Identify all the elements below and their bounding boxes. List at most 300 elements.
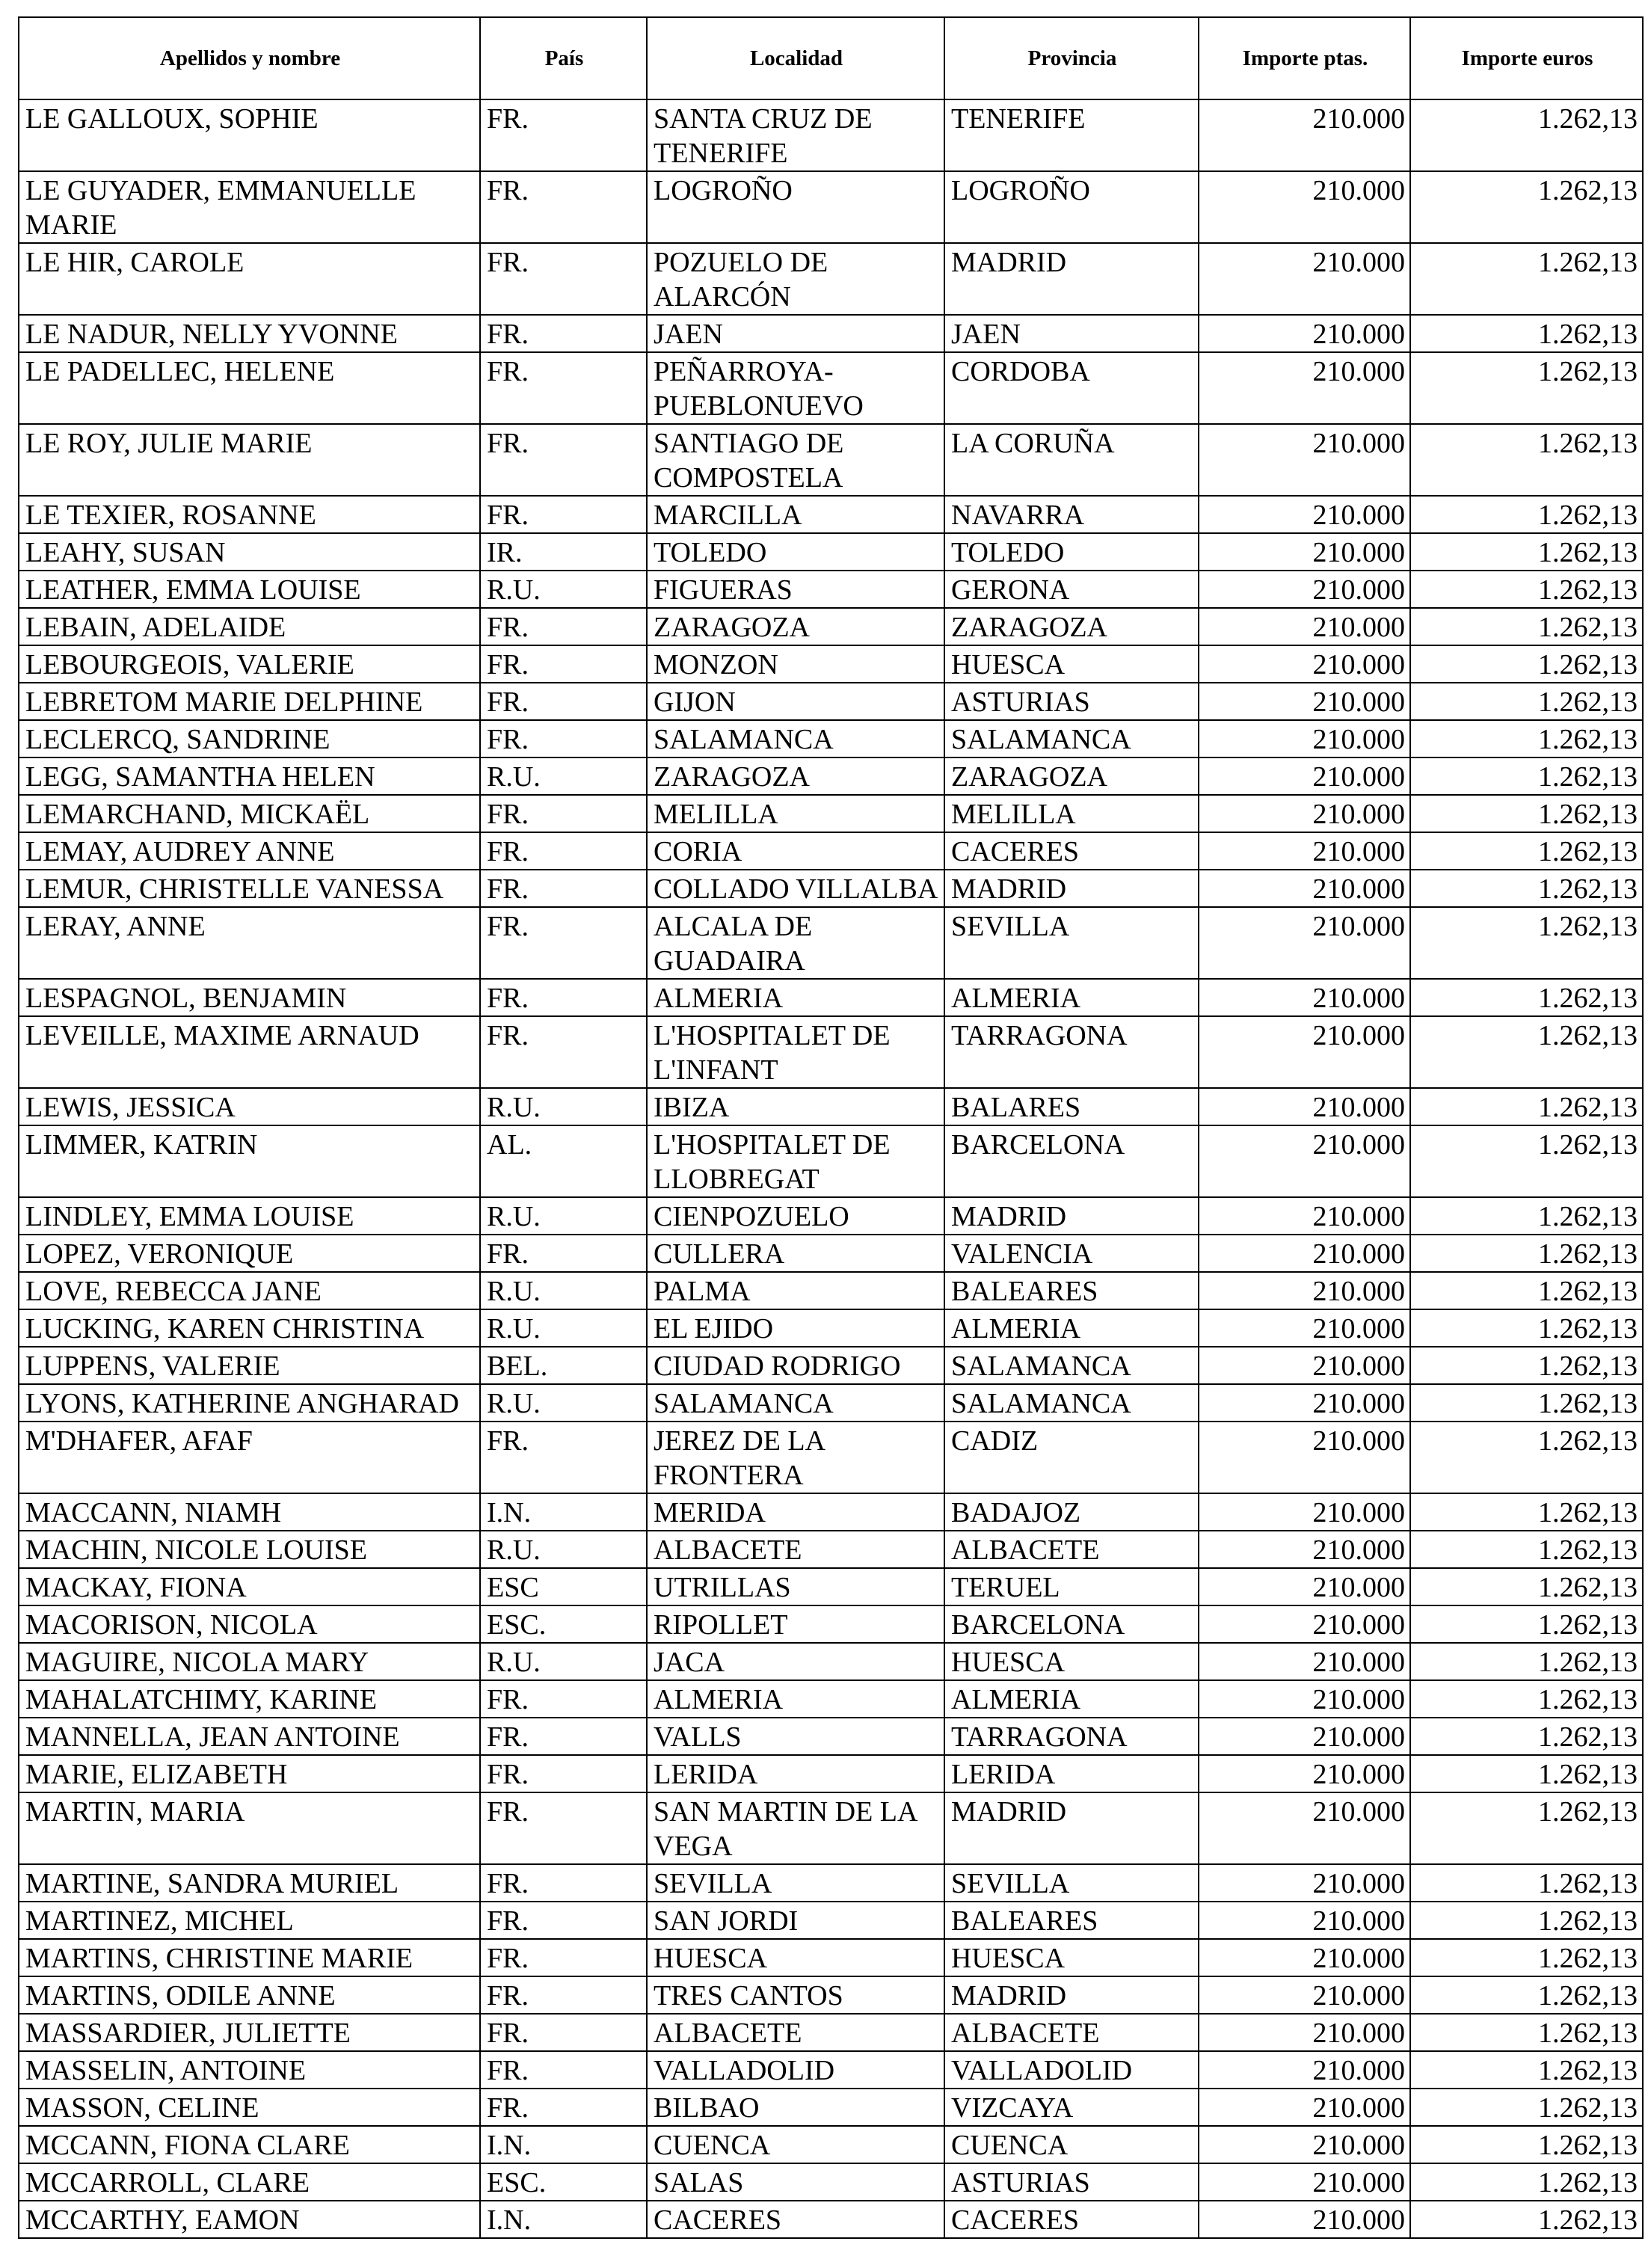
cell-importe-ptas: 210.000: [1199, 1792, 1410, 1864]
table-row: [19, 1605, 1643, 1643]
cell-importe-euros: 1.262,13: [1410, 2126, 1643, 2163]
cell-importe-ptas: 210.000: [1199, 870, 1410, 907]
cell-importe-ptas: 210.000: [1199, 1125, 1410, 1197]
cell-importe-euros: 1.262,13: [1410, 352, 1643, 424]
cell-provincia: SALAMANCA: [944, 720, 1199, 757]
cell-importe-ptas: 210.000: [1199, 2126, 1410, 2163]
cell-pais: FR.: [480, 683, 647, 720]
cell-pais: FR.: [480, 979, 647, 1016]
cell-pais: I.N.: [480, 2126, 647, 2163]
cell-name: LEBRETOM MARIE DELPHINE: [19, 683, 480, 720]
cell-localidad: TOLEDO: [647, 533, 944, 571]
cell-localidad: SANTA CRUZ DE TENERIFE: [647, 99, 944, 171]
cell-localidad: CULLERA: [647, 1235, 944, 1272]
cell-localidad: IBIZA: [647, 1088, 944, 1125]
cell-localidad: SALAMANCA: [647, 1384, 944, 1422]
cell-importe-euros: 1.262,13: [1410, 683, 1643, 720]
cell-provincia: LOGROÑO: [944, 171, 1199, 243]
cell-pais: FR.: [480, 171, 647, 243]
cell-pais: FR.: [480, 907, 647, 979]
cell-localidad: CACERES: [647, 2201, 944, 2238]
cell-provincia: CACERES: [944, 2201, 1199, 2238]
cell-localidad: LERIDA: [647, 1755, 944, 1792]
cell-localidad: VALLADOLID: [647, 2051, 944, 2089]
cell-localidad: TRES CANTOS: [647, 1976, 944, 2014]
table-row: [19, 1755, 1643, 1792]
cell-importe-euros: 1.262,13: [1410, 720, 1643, 757]
cell-provincia: MELILLA: [944, 795, 1199, 832]
cell-importe-ptas: 210.000: [1199, 1643, 1410, 1680]
cell-importe-ptas: 210.000: [1199, 171, 1410, 243]
cell-importe-ptas: 210.000: [1199, 2201, 1410, 2238]
cell-importe-ptas: 210.000: [1199, 1493, 1410, 1531]
cell-provincia: HUESCA: [944, 1643, 1199, 1680]
table-row: [19, 2089, 1643, 2126]
cell-provincia: ASTURIAS: [944, 683, 1199, 720]
cell-pais: R.U.: [480, 1384, 647, 1422]
cell-importe-euros: 1.262,13: [1410, 1347, 1643, 1384]
cell-provincia: SALAMANCA: [944, 1384, 1199, 1422]
cell-importe-ptas: 210.000: [1199, 1197, 1410, 1235]
cell-localidad: MARCILLA: [647, 496, 944, 533]
cell-provincia: ZARAGOZA: [944, 757, 1199, 795]
cell-importe-euros: 1.262,13: [1410, 1422, 1643, 1493]
cell-importe-ptas: 210.000: [1199, 907, 1410, 979]
cell-name: LEBAIN, ADELAIDE: [19, 608, 480, 645]
cell-name: LESPAGNOL, BENJAMIN: [19, 979, 480, 1016]
cell-importe-euros: 1.262,13: [1410, 1384, 1643, 1422]
table-row: [19, 2201, 1643, 2238]
table-row: [19, 496, 1643, 533]
cell-localidad: ALMERIA: [647, 1680, 944, 1718]
cell-importe-euros: 1.262,13: [1410, 243, 1643, 315]
cell-localidad: ZARAGOZA: [647, 757, 944, 795]
table-row: [19, 571, 1643, 608]
cell-pais: ESC.: [480, 2163, 647, 2201]
cell-provincia: ALBACETE: [944, 2014, 1199, 2051]
cell-name: LE NADUR, NELLY YVONNE: [19, 315, 480, 352]
cell-provincia: MADRID: [944, 870, 1199, 907]
table-row: [19, 870, 1643, 907]
cell-name: M'DHAFER, AFAF: [19, 1422, 480, 1493]
cell-provincia: TENERIFE: [944, 99, 1199, 171]
table-row: [19, 1568, 1643, 1605]
cell-localidad: SALAS: [647, 2163, 944, 2201]
table-row: [19, 1939, 1643, 1976]
cell-name: LEGG, SAMANTHA HELEN: [19, 757, 480, 795]
cell-localidad: LOGROÑO: [647, 171, 944, 243]
cell-importe-ptas: 210.000: [1199, 1088, 1410, 1125]
cell-localidad: SAN JORDI: [647, 1902, 944, 1939]
table-row: [19, 1976, 1643, 2014]
cell-importe-euros: 1.262,13: [1410, 1531, 1643, 1568]
cell-name: MASSELIN, ANTOINE: [19, 2051, 480, 2089]
cell-provincia: BALEARES: [944, 1902, 1199, 1939]
cell-importe-ptas: 210.000: [1199, 1309, 1410, 1347]
cell-importe-euros: 1.262,13: [1410, 2201, 1643, 2238]
cell-name: MACCANN, NIAMH: [19, 1493, 480, 1531]
cell-importe-euros: 1.262,13: [1410, 2051, 1643, 2089]
cell-pais: FR.: [480, 2014, 647, 2051]
cell-name: MCCARROLL, CLARE: [19, 2163, 480, 2201]
cell-provincia: TARRAGONA: [944, 1016, 1199, 1088]
cell-name: LEMUR, CHRISTELLE VANESSA: [19, 870, 480, 907]
cell-name: MACORISON, NICOLA: [19, 1605, 480, 1643]
table-row: [19, 1902, 1643, 1939]
cell-name: LUPPENS, VALERIE: [19, 1347, 480, 1384]
cell-name: LE PADELLEC, HELENE: [19, 352, 480, 424]
cell-name: LECLERCQ, SANDRINE: [19, 720, 480, 757]
cell-name: LE ROY, JULIE MARIE: [19, 424, 480, 496]
cell-provincia: TERUEL: [944, 1568, 1199, 1605]
table-row: [19, 1643, 1643, 1680]
cell-pais: FR.: [480, 1680, 647, 1718]
cell-localidad: RIPOLLET: [647, 1605, 944, 1643]
cell-localidad: PEÑARROYA-PUEBLONUEVO: [647, 352, 944, 424]
table-row: [19, 533, 1643, 571]
cell-importe-euros: 1.262,13: [1410, 1864, 1643, 1902]
cell-name: LEBOURGEOIS, VALERIE: [19, 645, 480, 683]
cell-pais: I.N.: [480, 1493, 647, 1531]
cell-importe-euros: 1.262,13: [1410, 1309, 1643, 1347]
cell-provincia: SEVILLA: [944, 907, 1199, 979]
cell-importe-euros: 1.262,13: [1410, 1493, 1643, 1531]
table-row: [19, 1235, 1643, 1272]
cell-importe-ptas: 210.000: [1199, 243, 1410, 315]
cell-pais: FR.: [480, 645, 647, 683]
table-row: [19, 352, 1643, 424]
cell-pais: R.U.: [480, 1088, 647, 1125]
table-row: [19, 1125, 1643, 1197]
cell-importe-euros: 1.262,13: [1410, 424, 1643, 496]
table-row: [19, 795, 1643, 832]
table-header: [19, 17, 1643, 99]
cell-name: MACKAY, FIONA: [19, 1568, 480, 1605]
table-row: [19, 1197, 1643, 1235]
cell-provincia: VIZCAYA: [944, 2089, 1199, 2126]
cell-importe-euros: 1.262,13: [1410, 608, 1643, 645]
cell-provincia: HUESCA: [944, 645, 1199, 683]
cell-name: LOPEZ, VERONIQUE: [19, 1235, 480, 1272]
table-row: [19, 1272, 1643, 1309]
cell-pais: R.U.: [480, 1531, 647, 1568]
cell-provincia: MADRID: [944, 1792, 1199, 1864]
cell-pais: FR.: [480, 424, 647, 496]
table-row: [19, 645, 1643, 683]
cell-name: LERAY, ANNE: [19, 907, 480, 979]
table-row: [19, 424, 1643, 496]
cell-importe-ptas: 210.000: [1199, 1347, 1410, 1384]
cell-pais: FR.: [480, 243, 647, 315]
cell-provincia: BALARES: [944, 1088, 1199, 1125]
cell-importe-ptas: 210.000: [1199, 795, 1410, 832]
cell-importe-euros: 1.262,13: [1410, 1568, 1643, 1605]
table-row: [19, 315, 1643, 352]
cell-name: LEWIS, JESSICA: [19, 1088, 480, 1125]
cell-importe-ptas: 210.000: [1199, 1939, 1410, 1976]
cell-name: MAGUIRE, NICOLA MARY: [19, 1643, 480, 1680]
cell-localidad: EL EJIDO: [647, 1309, 944, 1347]
cell-provincia: MADRID: [944, 243, 1199, 315]
cell-provincia: ASTURIAS: [944, 2163, 1199, 2201]
cell-pais: AL.: [480, 1125, 647, 1197]
cell-pais: R.U.: [480, 1309, 647, 1347]
cell-importe-ptas: 210.000: [1199, 1902, 1410, 1939]
cell-name: MANNELLA, JEAN ANTOINE: [19, 1718, 480, 1755]
cell-importe-euros: 1.262,13: [1410, 1718, 1643, 1755]
cell-importe-euros: 1.262,13: [1410, 1902, 1643, 1939]
cell-pais: FR.: [480, 1902, 647, 1939]
cell-name: MAHALATCHIMY, KARINE: [19, 1680, 480, 1718]
cell-importe-euros: 1.262,13: [1410, 832, 1643, 870]
cell-localidad: BILBAO: [647, 2089, 944, 2126]
table-row: [19, 832, 1643, 870]
cell-pais: FR.: [480, 608, 647, 645]
cell-importe-ptas: 210.000: [1199, 1864, 1410, 1902]
cell-pais: R.U.: [480, 1643, 647, 1680]
table-row: [19, 1792, 1643, 1864]
cell-pais: R.U.: [480, 1272, 647, 1309]
cell-name: LUCKING, KAREN CHRISTINA: [19, 1309, 480, 1347]
cell-importe-euros: 1.262,13: [1410, 533, 1643, 571]
table-row: [19, 171, 1643, 243]
cell-provincia: VALLADOLID: [944, 2051, 1199, 2089]
cell-pais: BEL.: [480, 1347, 647, 1384]
cell-pais: R.U.: [480, 571, 647, 608]
cell-pais: FR.: [480, 2051, 647, 2089]
cell-name: LE GUYADER, EMMANUELLE MARIE: [19, 171, 480, 243]
table-row: [19, 1016, 1643, 1088]
table-row: [19, 1864, 1643, 1902]
cell-provincia: LA CORUÑA: [944, 424, 1199, 496]
cell-provincia: ALMERIA: [944, 1680, 1199, 1718]
cell-localidad: FIGUERAS: [647, 571, 944, 608]
cell-importe-ptas: 210.000: [1199, 1272, 1410, 1309]
cell-pais: FR.: [480, 1976, 647, 2014]
cell-name: MARTINEZ, MICHEL: [19, 1902, 480, 1939]
cell-importe-ptas: 210.000: [1199, 832, 1410, 870]
cell-provincia: BARCELONA: [944, 1605, 1199, 1643]
cell-localidad: ALBACETE: [647, 1531, 944, 1568]
cell-localidad: MELILLA: [647, 795, 944, 832]
table-row: [19, 979, 1643, 1016]
cell-localidad: CIUDAD RODRIGO: [647, 1347, 944, 1384]
cell-importe-euros: 1.262,13: [1410, 1088, 1643, 1125]
table-row: [19, 99, 1643, 171]
header-name: Apellidos y nombre: [19, 17, 480, 99]
cell-localidad: PALMA: [647, 1272, 944, 1309]
table-row: [19, 1680, 1643, 1718]
cell-importe-ptas: 210.000: [1199, 571, 1410, 608]
cell-localidad: POZUELO DE ALARCÓN: [647, 243, 944, 315]
cell-provincia: TARRAGONA: [944, 1718, 1199, 1755]
cell-provincia: HUESCA: [944, 1939, 1199, 1976]
cell-name: MARIE, ELIZABETH: [19, 1755, 480, 1792]
cell-importe-euros: 1.262,13: [1410, 979, 1643, 1016]
cell-importe-euros: 1.262,13: [1410, 1939, 1643, 1976]
cell-importe-ptas: 210.000: [1199, 1531, 1410, 1568]
cell-localidad: L'HOSPITALET DE LLOBREGAT: [647, 1125, 944, 1197]
cell-pais: FR.: [480, 1864, 647, 1902]
cell-pais: FR.: [480, 832, 647, 870]
cell-importe-euros: 1.262,13: [1410, 1680, 1643, 1718]
cell-importe-ptas: 210.000: [1199, 424, 1410, 496]
cell-pais: FR.: [480, 1718, 647, 1755]
cell-pais: FR.: [480, 496, 647, 533]
cell-importe-euros: 1.262,13: [1410, 2163, 1643, 2201]
cell-pais: R.U.: [480, 1197, 647, 1235]
cell-localidad: ALCALA DE GUADAIRA: [647, 907, 944, 979]
cell-pais: FR.: [480, 1755, 647, 1792]
header-pais: País: [480, 17, 647, 99]
cell-pais: FR.: [480, 2089, 647, 2126]
cell-provincia: VALENCIA: [944, 1235, 1199, 1272]
cell-importe-euros: 1.262,13: [1410, 496, 1643, 533]
cell-importe-euros: 1.262,13: [1410, 171, 1643, 243]
cell-localidad: ALMERIA: [647, 979, 944, 1016]
cell-provincia: ZARAGOZA: [944, 608, 1199, 645]
table-row: [19, 608, 1643, 645]
cell-name: LEMAY, AUDREY ANNE: [19, 832, 480, 870]
cell-pais: FR.: [480, 795, 647, 832]
cell-provincia: ALMERIA: [944, 979, 1199, 1016]
cell-provincia: CORDOBA: [944, 352, 1199, 424]
cell-importe-euros: 1.262,13: [1410, 315, 1643, 352]
table-body: [19, 99, 1643, 2238]
cell-provincia: CADIZ: [944, 1422, 1199, 1493]
cell-localidad: VALLS: [647, 1718, 944, 1755]
header-provincia: Provincia: [944, 17, 1199, 99]
table-row: [19, 2051, 1643, 2089]
cell-importe-ptas: 210.000: [1199, 1976, 1410, 2014]
cell-importe-euros: 1.262,13: [1410, 99, 1643, 171]
cell-name: LOVE, REBECCA JANE: [19, 1272, 480, 1309]
table-row: [19, 757, 1643, 795]
cell-name: MASSON, CELINE: [19, 2089, 480, 2126]
cell-name: MACHIN, NICOLE LOUISE: [19, 1531, 480, 1568]
cell-pais: R.U.: [480, 757, 647, 795]
cell-name: LEVEILLE, MAXIME ARNAUD: [19, 1016, 480, 1088]
cell-importe-ptas: 210.000: [1199, 645, 1410, 683]
cell-importe-euros: 1.262,13: [1410, 1755, 1643, 1792]
cell-pais: FR.: [480, 1016, 647, 1088]
cell-pais: FR.: [480, 720, 647, 757]
cell-importe-ptas: 210.000: [1199, 1680, 1410, 1718]
cell-provincia: CACERES: [944, 832, 1199, 870]
cell-importe-ptas: 210.000: [1199, 1605, 1410, 1643]
cell-localidad: JAEN: [647, 315, 944, 352]
cell-localidad: CUENCA: [647, 2126, 944, 2163]
cell-pais: FR.: [480, 99, 647, 171]
table-row: [19, 1493, 1643, 1531]
cell-pais: ESC: [480, 1568, 647, 1605]
cell-importe-ptas: 210.000: [1199, 2051, 1410, 2089]
cell-name: MCCARTHY, EAMON: [19, 2201, 480, 2238]
cell-provincia: MADRID: [944, 1197, 1199, 1235]
cell-name: LYONS, KATHERINE ANGHARAD: [19, 1384, 480, 1422]
cell-importe-euros: 1.262,13: [1410, 2014, 1643, 2051]
cell-provincia: ALMERIA: [944, 1309, 1199, 1347]
cell-name: MCCANN, FIONA CLARE: [19, 2126, 480, 2163]
cell-importe-euros: 1.262,13: [1410, 870, 1643, 907]
cell-localidad: CORIA: [647, 832, 944, 870]
cell-provincia: BARCELONA: [944, 1125, 1199, 1197]
cell-importe-euros: 1.262,13: [1410, 1605, 1643, 1643]
table-row: [19, 907, 1643, 979]
cell-name: MARTINE, SANDRA MURIEL: [19, 1864, 480, 1902]
cell-importe-ptas: 210.000: [1199, 1422, 1410, 1493]
cell-localidad: MERIDA: [647, 1493, 944, 1531]
table-row: [19, 1422, 1643, 1493]
table-row: [19, 1531, 1643, 1568]
cell-importe-ptas: 210.000: [1199, 2089, 1410, 2126]
cell-name: LE TEXIER, ROSANNE: [19, 496, 480, 533]
cell-importe-ptas: 210.000: [1199, 352, 1410, 424]
header-row: [19, 17, 1643, 99]
cell-localidad: CIENPOZUELO: [647, 1197, 944, 1235]
cell-localidad: ZARAGOZA: [647, 608, 944, 645]
cell-importe-euros: 1.262,13: [1410, 1125, 1643, 1197]
cell-provincia: SEVILLA: [944, 1864, 1199, 1902]
header-localidad: Localidad: [647, 17, 944, 99]
cell-provincia: CUENCA: [944, 2126, 1199, 2163]
cell-importe-euros: 1.262,13: [1410, 571, 1643, 608]
cell-importe-ptas: 210.000: [1199, 757, 1410, 795]
cell-importe-ptas: 210.000: [1199, 1718, 1410, 1755]
cell-localidad: GIJON: [647, 683, 944, 720]
cell-importe-ptas: 210.000: [1199, 315, 1410, 352]
cell-importe-euros: 1.262,13: [1410, 907, 1643, 979]
cell-pais: FR.: [480, 1792, 647, 1864]
cell-importe-ptas: 210.000: [1199, 1384, 1410, 1422]
cell-importe-euros: 1.262,13: [1410, 1016, 1643, 1088]
cell-importe-ptas: 210.000: [1199, 720, 1410, 757]
cell-name: LEATHER, EMMA LOUISE: [19, 571, 480, 608]
grant-table: [18, 16, 1644, 2239]
cell-provincia: GERONA: [944, 571, 1199, 608]
cell-localidad: SEVILLA: [647, 1864, 944, 1902]
cell-importe-ptas: 210.000: [1199, 533, 1410, 571]
cell-importe-ptas: 210.000: [1199, 1016, 1410, 1088]
cell-localidad: MONZON: [647, 645, 944, 683]
cell-pais: IR.: [480, 533, 647, 571]
cell-pais: FR.: [480, 352, 647, 424]
table-row: [19, 2126, 1643, 2163]
table-row: [19, 1384, 1643, 1422]
table-row: [19, 720, 1643, 757]
cell-importe-euros: 1.262,13: [1410, 1272, 1643, 1309]
header-importe-euros: Importe euros: [1410, 17, 1643, 99]
cell-localidad: JEREZ DE LA FRONTERA: [647, 1422, 944, 1493]
cell-importe-ptas: 210.000: [1199, 99, 1410, 171]
cell-localidad: COLLADO VILLALBA: [647, 870, 944, 907]
cell-importe-euros: 1.262,13: [1410, 1792, 1643, 1864]
cell-name: MASSARDIER, JULIETTE: [19, 2014, 480, 2051]
table-row: [19, 1309, 1643, 1347]
cell-importe-ptas: 210.000: [1199, 496, 1410, 533]
cell-localidad: SALAMANCA: [647, 720, 944, 757]
cell-pais: FR.: [480, 1939, 647, 1976]
cell-name: LE GALLOUX, SOPHIE: [19, 99, 480, 171]
cell-importe-ptas: 210.000: [1199, 1235, 1410, 1272]
cell-importe-euros: 1.262,13: [1410, 1235, 1643, 1272]
cell-importe-euros: 1.262,13: [1410, 757, 1643, 795]
cell-name: LE HIR, CAROLE: [19, 243, 480, 315]
cell-localidad: SAN MARTIN DE LA VEGA: [647, 1792, 944, 1864]
cell-provincia: NAVARRA: [944, 496, 1199, 533]
cell-name: MARTINS, ODILE ANNE: [19, 1976, 480, 2014]
table-row: [19, 1718, 1643, 1755]
